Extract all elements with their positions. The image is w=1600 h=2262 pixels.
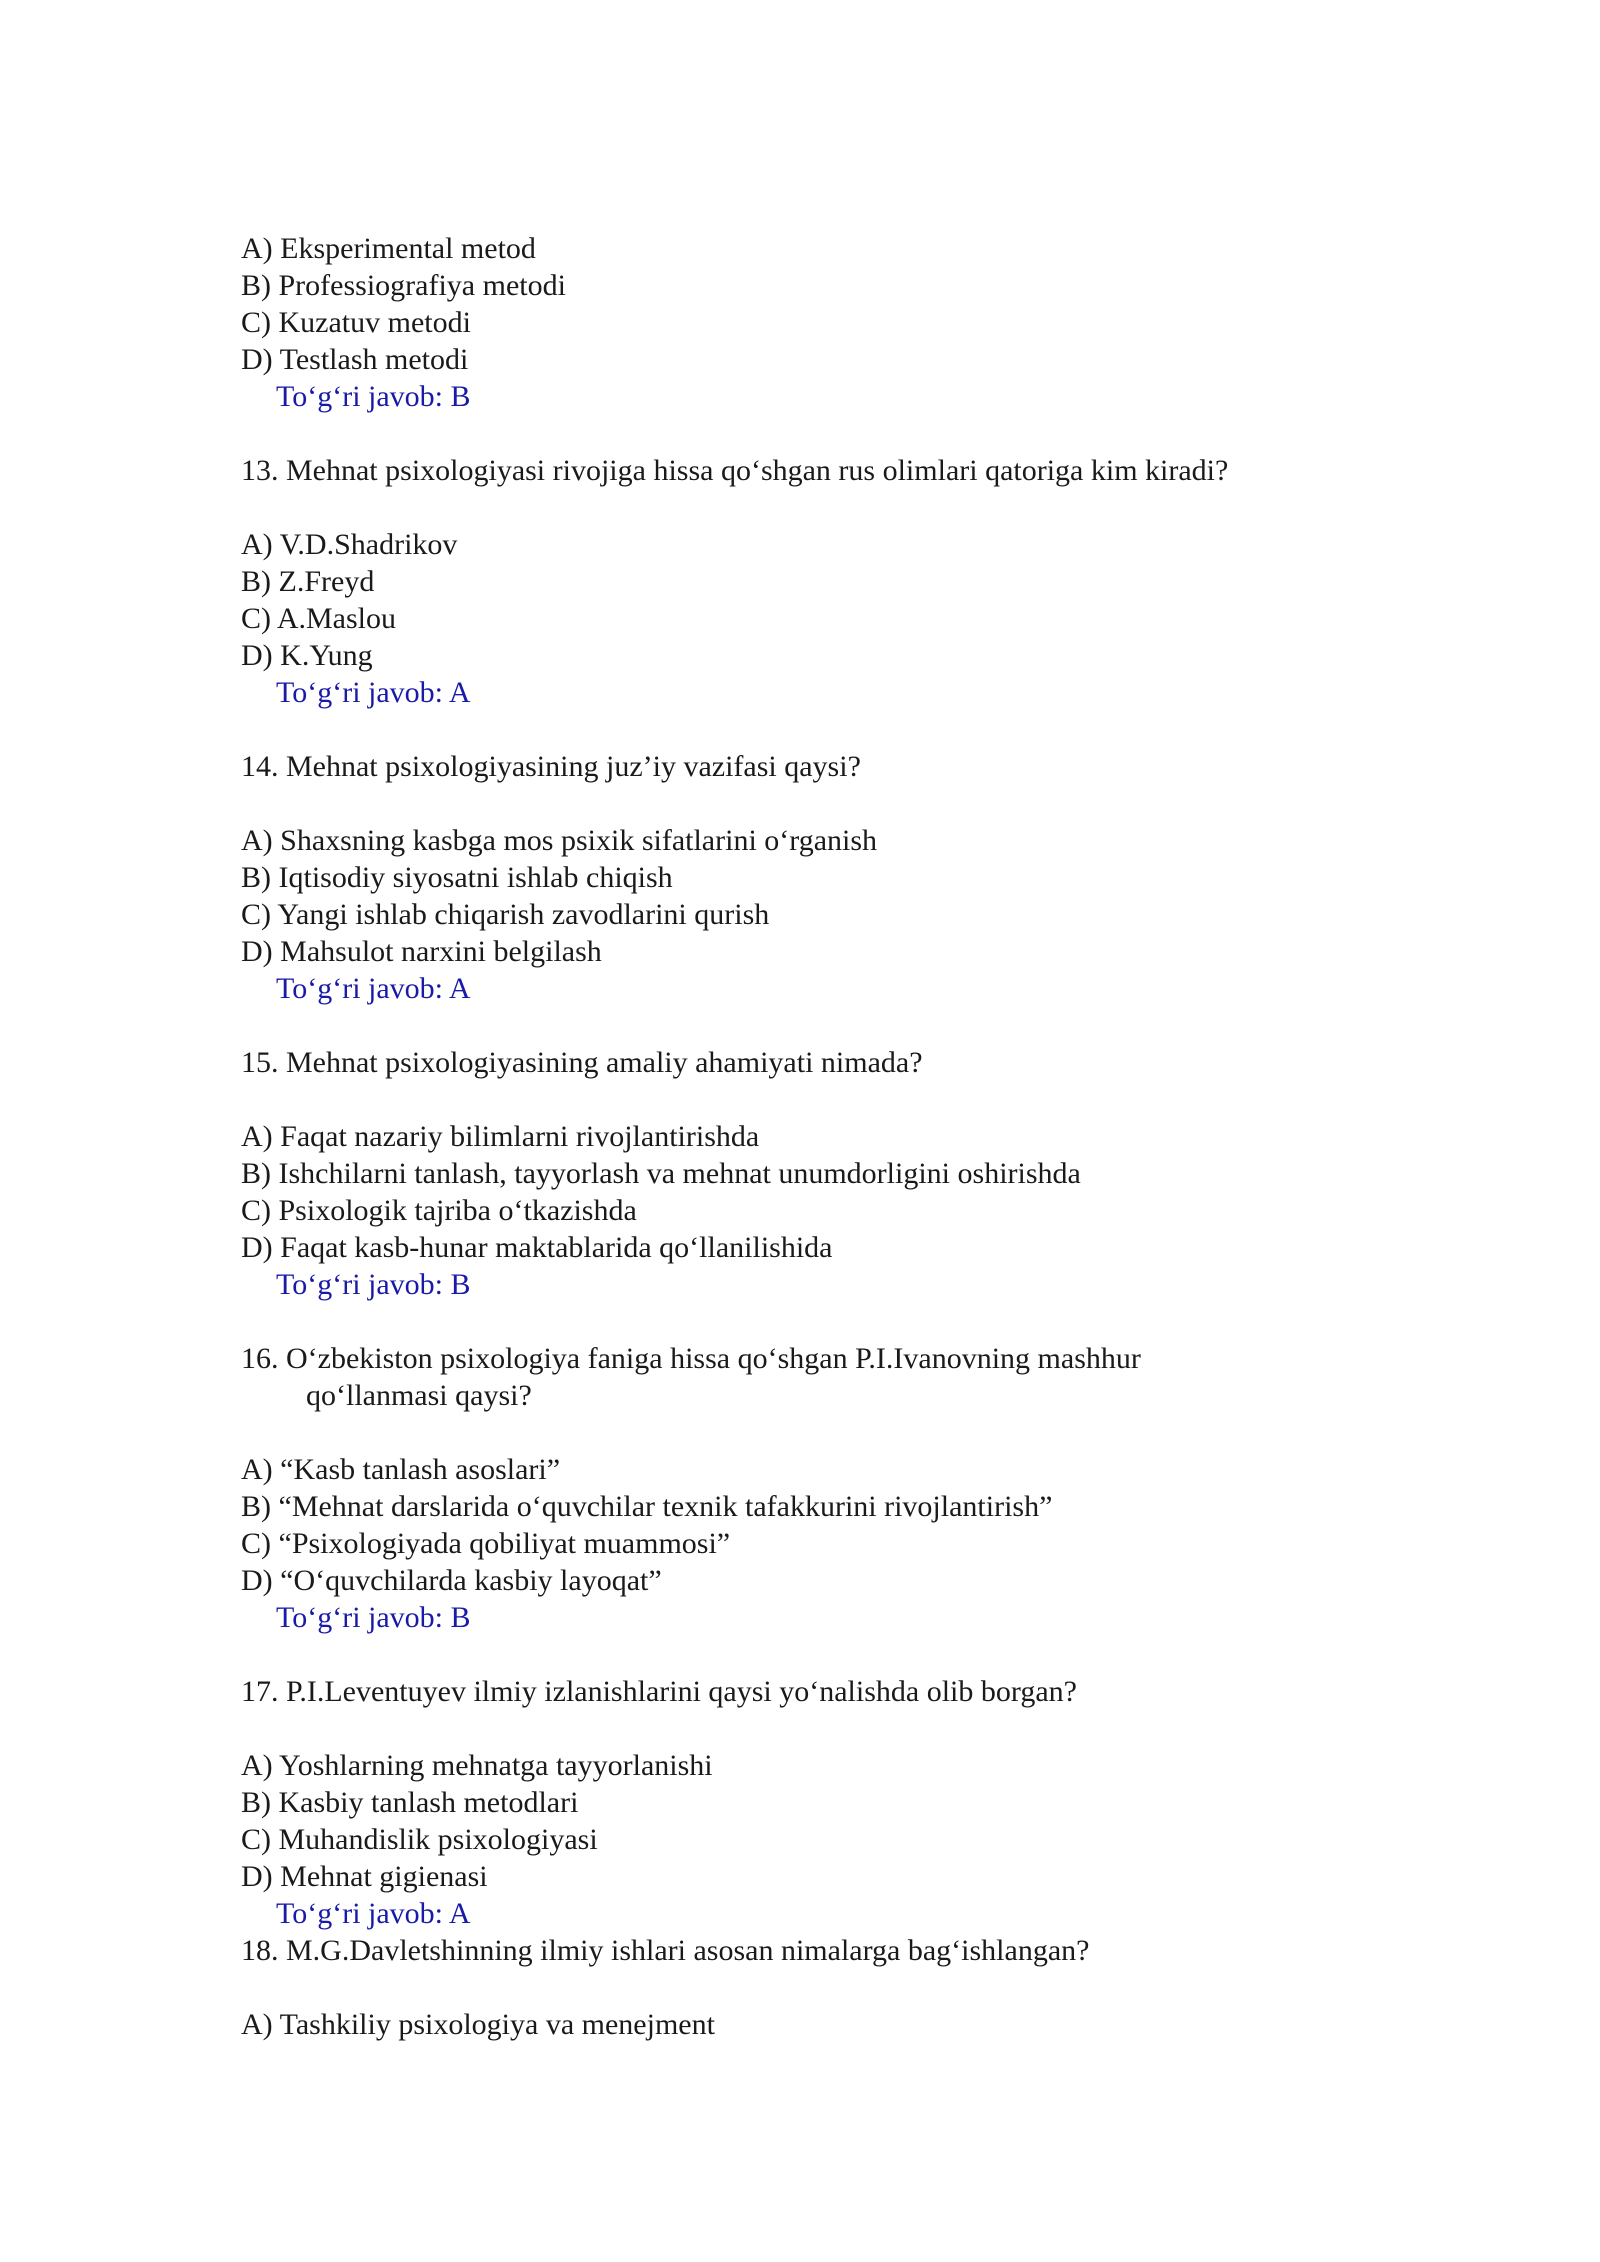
spacer xyxy=(241,1007,1391,1044)
question-text: 13. Mehnat psixologiyasi rivojiga hissa qo‘shgan rus olimlari qatoriga kim kiradi? xyxy=(241,454,1229,487)
spacer xyxy=(241,1636,1391,1673)
option-a: A) Faqat nazariy bilimlarni rivojlantirishda xyxy=(241,1120,760,1153)
question-14-block xyxy=(241,748,1391,1007)
question-15-block xyxy=(241,1044,1391,1303)
question-text: 15. Mehnat psixologiyasining amaliy ahamiyati nimada? xyxy=(241,1046,923,1079)
correct-answer: To‘g‘ri javob: A xyxy=(276,1897,471,1930)
question-text-continuation: qo‘llanmasi qaysi? xyxy=(306,1379,532,1412)
option-c: C) Kuzatuv metodi xyxy=(241,306,471,339)
option-d: D) Mehnat gigienasi xyxy=(241,1860,488,1893)
spacer xyxy=(241,711,1391,748)
option-a: A) V.D.Shadrikov xyxy=(241,528,458,561)
question-17-block xyxy=(241,1673,1391,1932)
option-b: B) Ishchilarni tanlash, tayyorlash va mehnat unumdorligini oshirishda xyxy=(241,1157,1081,1190)
correct-answer: To‘g‘ri javob: B xyxy=(276,380,471,413)
correct-answer: To‘g‘ri javob: B xyxy=(276,1601,471,1634)
spacer xyxy=(241,415,1391,452)
option-b: B) Kasbiy tanlash metodlari xyxy=(241,1786,579,1819)
option-d: D) Testlash metodi xyxy=(241,343,469,376)
option-a: A) Tashkiliy psixologiya va menejment xyxy=(241,2008,715,2041)
question-text: 18. M.G.Davletshinning ilmiy ishlari asosan nimalarga bag‘ishlangan? xyxy=(241,1934,1090,1967)
question-13-block xyxy=(241,452,1391,711)
question-text: 16. O‘zbekiston psixologiya faniga hissa qo‘shgan P.I.Ivanovning mashhur xyxy=(241,1342,1141,1375)
question-16-block xyxy=(241,1340,1391,1636)
option-d: D) K.Yung xyxy=(241,639,373,672)
option-b: B) Iqtisodiy siyosatni ishlab chiqish xyxy=(241,861,673,894)
correct-answer: To‘g‘ri javob: A xyxy=(276,676,471,709)
question-18-block xyxy=(241,1932,1391,2043)
correct-answer: To‘g‘ri javob: A xyxy=(276,972,471,1005)
option-b: B) Professiografiya metodi xyxy=(241,269,566,302)
option-b: B) “Mehnat darslarida o‘quvchilar texnik tafakkurini rivojlantirish” xyxy=(241,1490,1053,1523)
question-text: 17. P.I.Leventuyev ilmiy izlanishlarini qaysi yo‘nalishda olib borgan? xyxy=(241,1675,1077,1708)
option-a: A) Eksperimental metod xyxy=(241,232,536,265)
option-a: A) “Kasb tanlash asoslari” xyxy=(241,1453,561,1486)
option-c: C) “Psixologiyada qobiliyat muammosi” xyxy=(241,1527,731,1560)
spacer xyxy=(241,489,1391,526)
option-c: C) A.Maslou xyxy=(241,602,397,635)
option-d: D) Faqat kasb-hunar maktablarida qo‘llanilishida xyxy=(241,1231,833,1264)
option-d: D) “O‘quvchilarda kasbiy layoqat” xyxy=(241,1564,662,1597)
spacer xyxy=(241,1303,1391,1340)
option-b: B) Z.Freyd xyxy=(241,565,375,598)
spacer xyxy=(241,785,1391,822)
spacer xyxy=(241,1081,1391,1118)
document-body xyxy=(241,230,1391,2043)
question-text: 14. Mehnat psixologiyasining juz’iy vazifasi qaysi? xyxy=(241,750,861,783)
option-c: C) Muhandislik psixologiyasi xyxy=(241,1823,598,1856)
option-a: A) Yoshlarning mehnatga tayyorlanishi xyxy=(241,1749,713,1782)
spacer xyxy=(241,1969,1391,2006)
option-d: D) Mahsulot narxini belgilash xyxy=(241,935,602,968)
question-12-block xyxy=(241,230,1391,415)
option-c: C) Psixologik tajriba o‘tkazishda xyxy=(241,1194,637,1227)
spacer xyxy=(241,1414,1391,1451)
correct-answer: To‘g‘ri javob: B xyxy=(276,1268,471,1301)
spacer xyxy=(241,1710,1391,1747)
option-a: A) Shaxsning kasbga mos psixik sifatlarini o‘rganish xyxy=(241,824,878,857)
option-c: C) Yangi ishlab chiqarish zavodlarini qurish xyxy=(241,898,770,931)
